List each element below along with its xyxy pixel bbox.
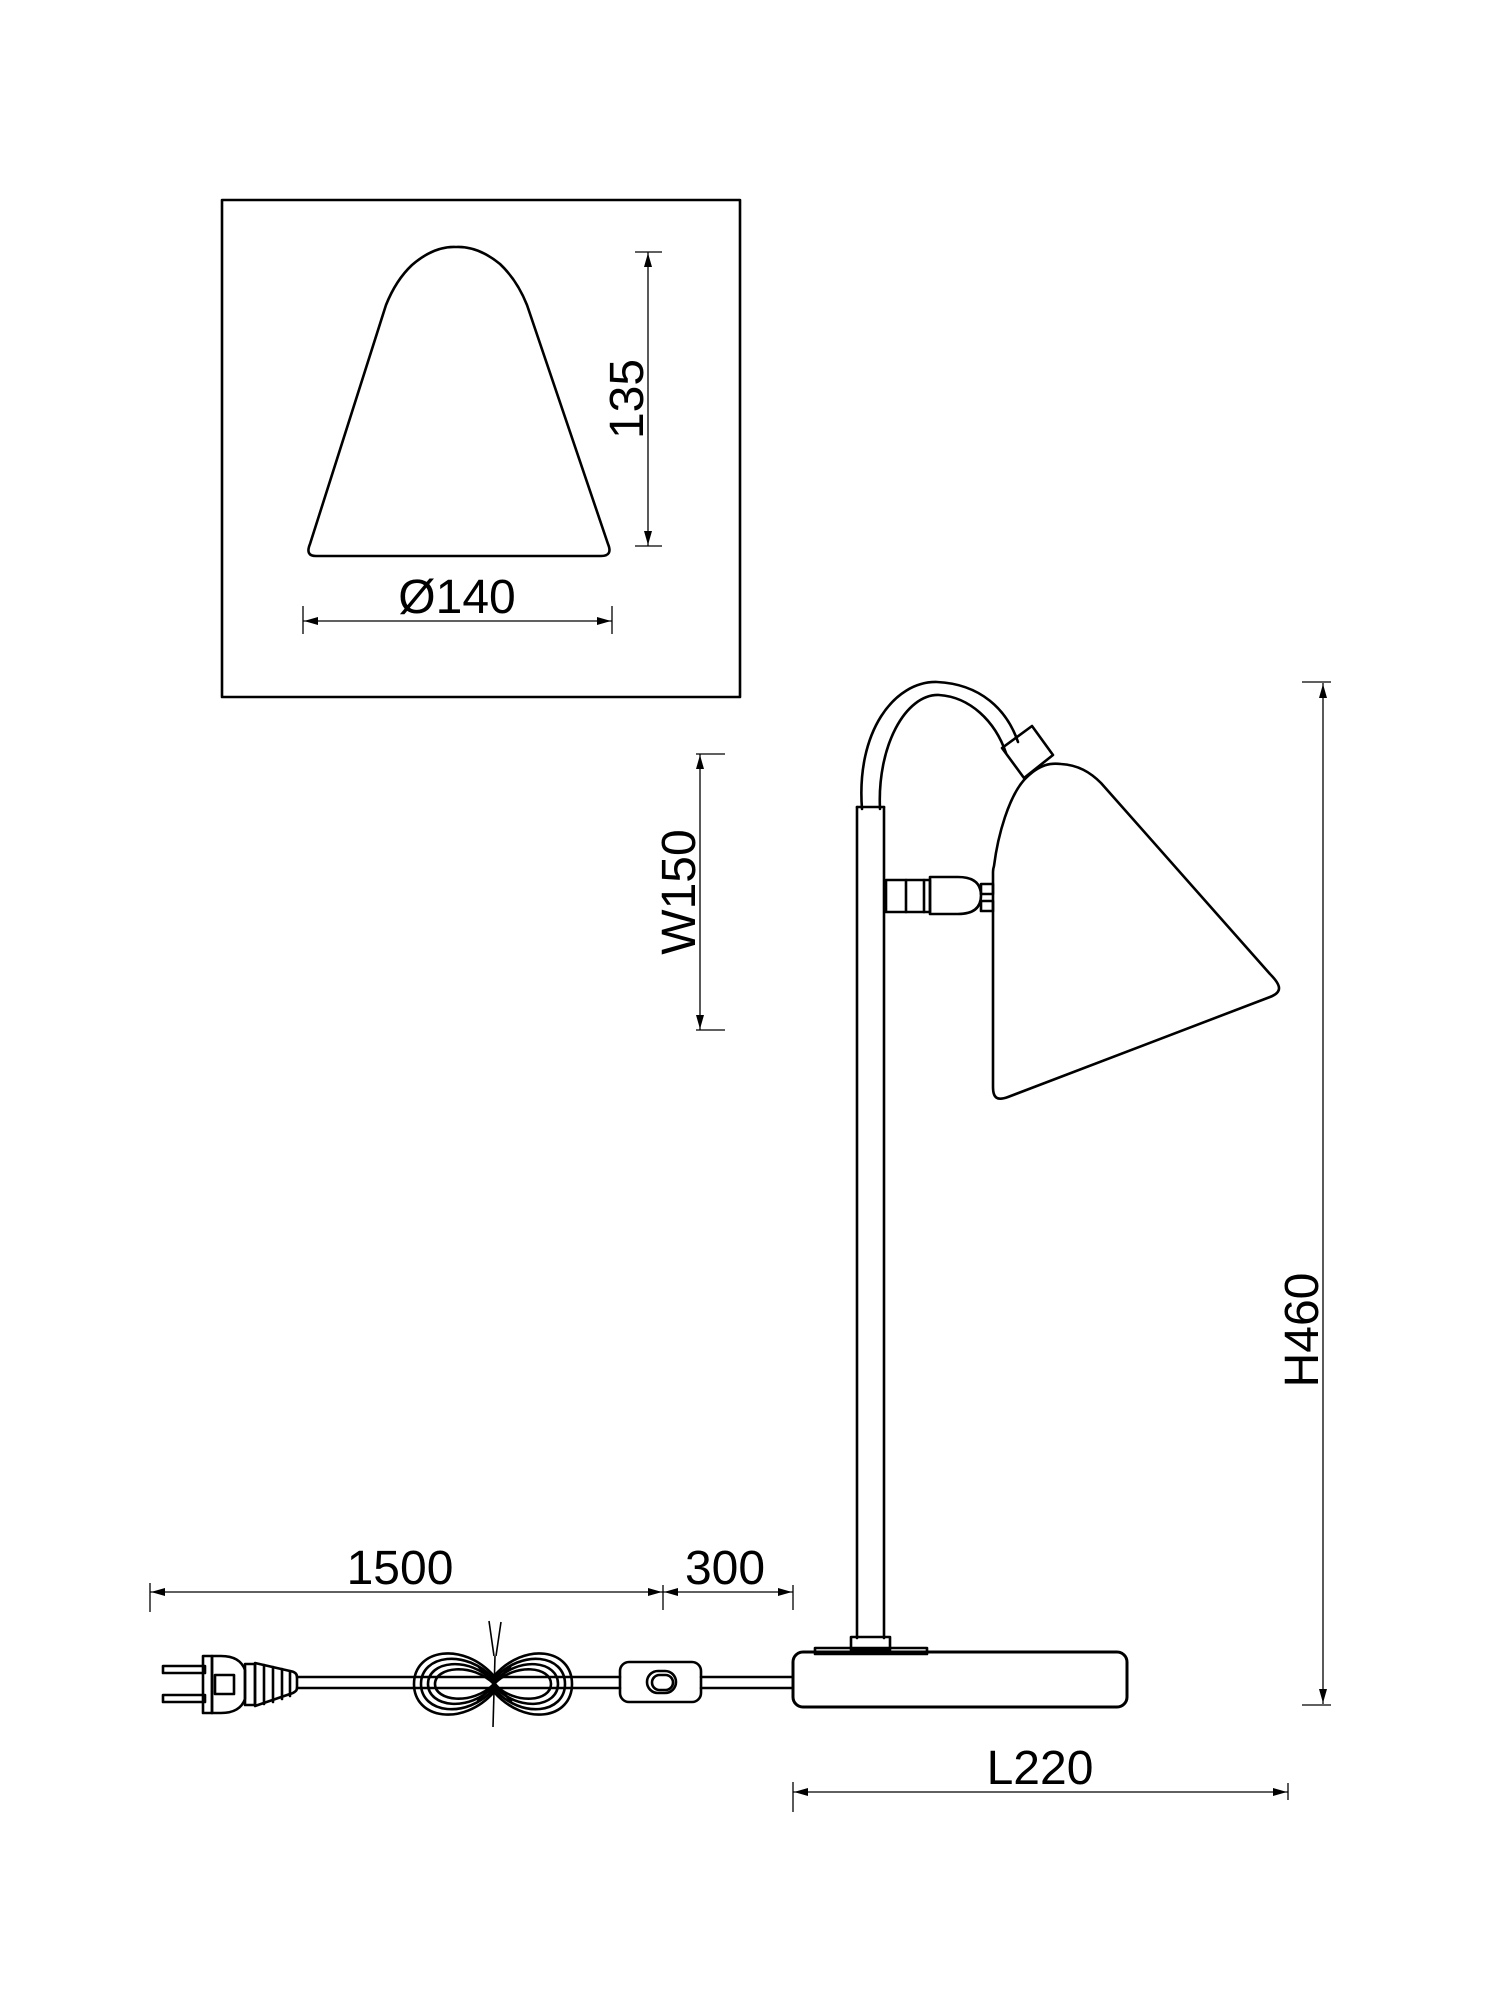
gooseneck-ferrule xyxy=(1002,726,1053,778)
arrow-down-icon xyxy=(696,1015,704,1029)
dim-label-shade-height: 135 xyxy=(601,358,654,440)
power-cord-assembly xyxy=(163,1621,793,1727)
gooseneck-arm xyxy=(861,682,1053,809)
plug-collar xyxy=(245,1664,255,1705)
dim-label-overall-height: H460 xyxy=(1276,1272,1329,1388)
plug-face xyxy=(203,1656,212,1713)
arrow-up-icon xyxy=(644,253,652,267)
plug-body xyxy=(212,1656,245,1713)
base-plate xyxy=(793,1652,1127,1707)
dim-shade-height xyxy=(601,252,662,546)
arrow-left-icon xyxy=(304,617,318,625)
inline-switch xyxy=(620,1662,701,1702)
lamp-base xyxy=(793,1637,1127,1707)
dim-label-shade-diameter: Ø140 xyxy=(398,571,516,624)
lamp-pole xyxy=(857,807,884,1638)
arrow-up-icon xyxy=(696,755,704,769)
adjustment-knob xyxy=(886,877,993,914)
detail-view xyxy=(222,200,740,697)
dim-base-length xyxy=(793,1742,1288,1812)
plug-prong xyxy=(163,1666,205,1673)
cord-coil xyxy=(414,1621,572,1727)
dim-head-width xyxy=(653,754,725,1030)
lamp-shade xyxy=(993,764,1279,1099)
power-plug xyxy=(163,1656,297,1713)
switch-button-inner xyxy=(652,1675,673,1690)
arrow-left-icon xyxy=(794,1788,808,1796)
plug-prong xyxy=(163,1695,205,1702)
arrow-right-icon xyxy=(648,1588,662,1596)
dim-label-switch-distance: 300 xyxy=(684,1542,766,1595)
arrow-right-icon xyxy=(1273,1788,1287,1796)
detail-shade-outline xyxy=(308,247,609,556)
arrow-down-icon xyxy=(1319,1689,1327,1703)
dim-shade-diameter xyxy=(303,571,612,634)
arrow-left-icon xyxy=(151,1588,165,1596)
arrow-left-icon xyxy=(664,1588,678,1596)
arrow-right-icon xyxy=(778,1588,792,1596)
dim-overall-height xyxy=(1276,682,1331,1705)
dim-label-cord-length: 1500 xyxy=(346,1542,454,1595)
dim-cord-length xyxy=(150,1542,663,1612)
arrow-down-icon xyxy=(644,531,652,545)
arrow-right-icon xyxy=(597,617,611,625)
dim-switch-distance xyxy=(663,1542,793,1610)
arrow-up-icon xyxy=(1319,684,1327,698)
cord-wire xyxy=(297,1677,793,1688)
dim-label-head-width: W150 xyxy=(653,829,706,955)
main-lamp-view xyxy=(793,682,1279,1707)
dim-label-base-length: L220 xyxy=(986,1742,1094,1795)
plug-body-detail xyxy=(215,1675,234,1694)
